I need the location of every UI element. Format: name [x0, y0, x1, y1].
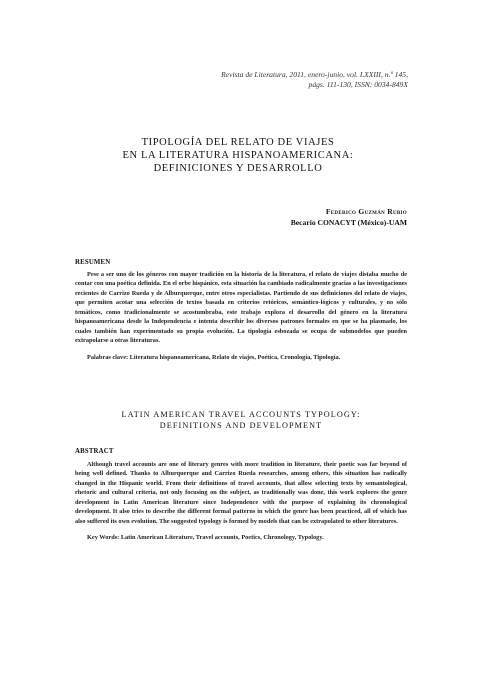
author-name: Federico Guzmán Rubio: [325, 207, 407, 216]
abstract-section: [75, 460, 407, 543]
title-line-3: DEFINICIONES Y DESARROLLO: [153, 163, 323, 174]
english-title-line-2: DEFINITIONS AND DEVELOPMENT: [159, 421, 323, 430]
author-affiliation: Becario CONACYT (México)-UAM: [290, 218, 407, 227]
resumen-body: Pese a ser uno de los géneros con mayor tradición en la historia de la literatura, el relato de viajes distaba mucho de contar con una poética definida. En el orbe hispánico, esta situación ha cambiado radicalmente gracias a las investigaciones recientes de Carrizo Rueda y de Alburquerque, entre otros especialistas. Partiendo de sus definiciones del relato de viajes, que permiten acotar una selección de textos basada en criterios retóricos, semántico-lógicos y culturales, y no sólo temáticos, como tradicionalmente se acostumbraba, este trabajo explora el desarrollo del género en la literatura hispanoamericana desde la Independencia e intenta describir los diversos patrones formales en que se ha plasmado, los cuales también han experimentado su propia evolución. La tipología esbozada se ocupa de submodelos que pueden extrapolarse a otras literaturas.: [75, 271, 407, 345]
resumen-heading: RESUMEN: [75, 259, 111, 266]
resumen-keywords: Palabras clave: Literatura hispanoamericana, Relato de viajes, Poética, Cronología, Tipología.: [87, 353, 341, 361]
journal-line-1: Revista de Literatura, 2011, enero-junio, vol. LXXIII, n.º 145,: [221, 70, 408, 79]
english-title-line-1: LATIN AMERICAN TRAVEL ACCOUNTS TYPOLOGY:: [121, 410, 361, 419]
title-line-1: TIPOLOGÍA DEL RELATO DE VIAJES: [141, 137, 335, 148]
resumen-section: [75, 270, 407, 362]
abstract-keywords: Key Words: Latin American Literature, Travel accounts, Poetics, Chronology, Typology.: [87, 534, 324, 542]
abstract-body: Although travel accounts are one of literary genres with more tradition in literature, their poetic was far beyond of being well defined. Thanks to Alburquerque and Carrizo Rueda researches, among others, this situation has radically changed in the Hispanic world. From their definitions of travel accounts, that allow selecting texts by semantological, rhetoric and cultural criteria, not only focusing on the subject, as traditionally was done, this work explores the genre development in Latin American literature since Independence with the purpose of explaining its chronological development. It also tries to describe the different formal patterns in which the genre has been practiced, all of which has also suffered its own evolution. The suggested typology is formed by models that can be extrapolated to other literatures.: [75, 461, 407, 525]
abstract-heading: ABSTRACT: [75, 448, 114, 455]
english-title: [60, 409, 422, 431]
journal-citation: [221, 70, 408, 90]
title-line-2: EN LA LITERATURA HISPANOAMERICANA:: [122, 150, 354, 161]
journal-line-2: págs. 111-130, ISSN: 0034-849X: [308, 80, 408, 89]
author-block: [291, 206, 407, 228]
paper-title: [60, 136, 416, 175]
